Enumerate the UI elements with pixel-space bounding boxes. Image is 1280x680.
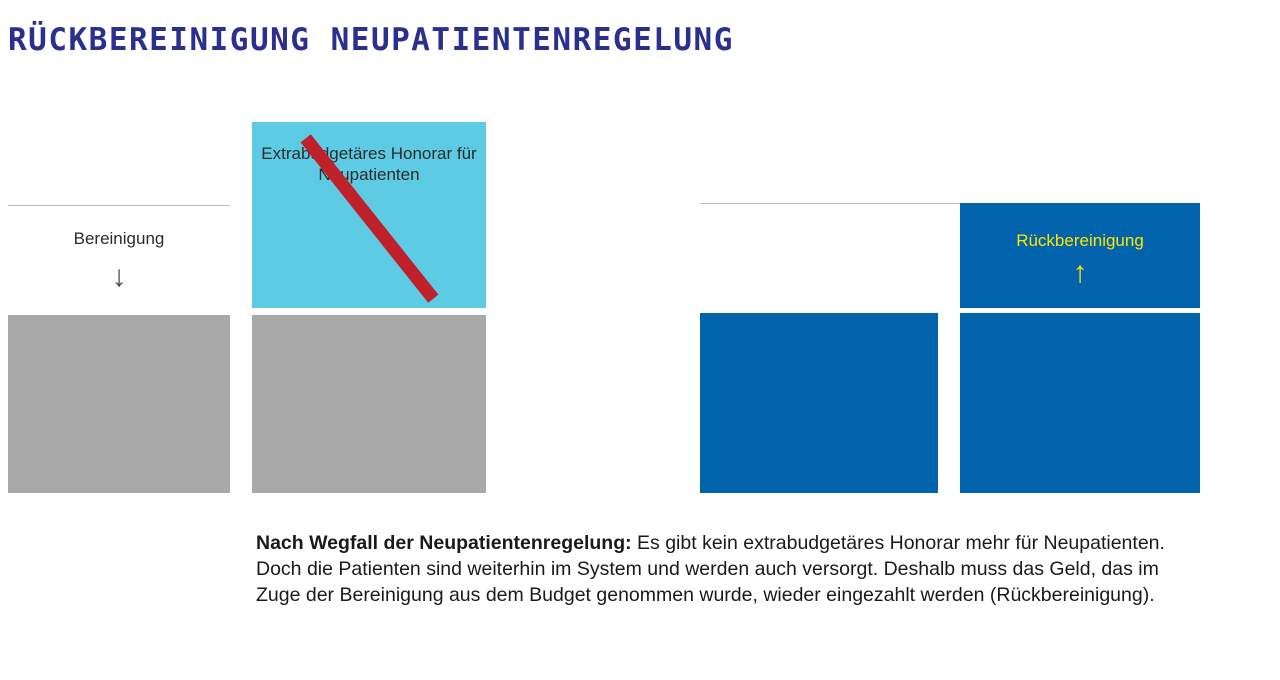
page-title: RÜCKBEREINIGUNG NEUPATIENTENREGELUNG [8,22,734,58]
budget-block-middle [252,315,486,493]
bereinigung-label: Bereinigung [73,229,165,248]
budget-block-right-right [960,313,1200,493]
caption-body: Es gibt kein extrabudgetäres Honorar mehr für Neupatienten. Doch die Patienten sind weiterhin im System und werden auch versorgt. Deshalb muss das Geld, das im Zuge der Bereinigung aus dem Budget genommen wurde, wieder eingezahlt werden (Rückbereinigung). [256,532,1165,606]
rueckbereinigung-label: Rückbereinigung [1016,231,1144,250]
budget-block-right-left [700,313,938,493]
budget-block-left [8,315,230,493]
up-arrow-icon: ↑ [1072,256,1088,289]
caption-lead: Nach Wegfall der Neupatientenregelung: [256,532,632,554]
left-top-rule [8,205,230,206]
down-arrow-icon: ↓ [111,260,127,293]
caption [256,531,1186,609]
extrabudget-label: Extrabudgetäres Honorar für Neupatienten [261,144,477,185]
